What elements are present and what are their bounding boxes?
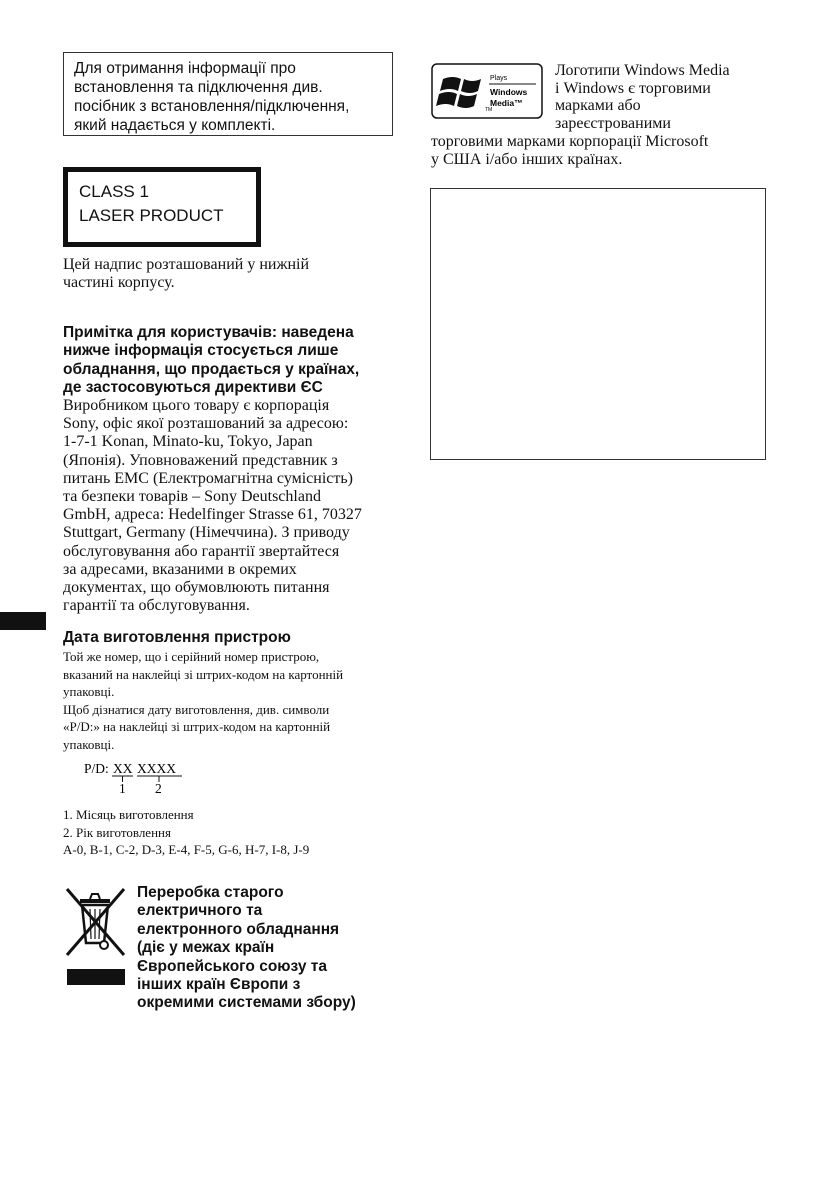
body-line: Той же номер, що і серійний номер пристрою, <box>63 649 320 664</box>
heading-line: Переробка старого <box>137 884 284 901</box>
recycling-heading <box>137 884 356 1013</box>
body-line: та безпеки товарів – Sony Deutschland <box>63 488 321 506</box>
pd-code-svg <box>84 760 194 800</box>
text-line: і Windows є торговими <box>555 79 711 97</box>
body-line: документах, що обумовлюють питання <box>63 579 330 597</box>
legend-line: 2. Рік виготовлення <box>63 824 171 840</box>
laser-caption <box>63 256 309 292</box>
heading-line: Європейського союзу та <box>137 957 327 975</box>
crossed-out-wheelie-bin-icon <box>62 885 128 987</box>
laser-product-line: LASER PRODUCT <box>79 206 224 225</box>
heading-line: окремими системами збору) <box>137 994 356 1012</box>
logo-media: Media™ <box>490 98 523 108</box>
info-line: посібник з встановлення/підключення, <box>74 98 350 115</box>
info-line: встановлення та підключення див. <box>74 79 323 96</box>
pd-year-code: XXXX <box>137 761 176 776</box>
text-line: у США і/або інших країнах. <box>431 150 623 168</box>
pd-index-2: 2 <box>155 781 162 796</box>
windows-media-text-beside-logo <box>555 62 730 132</box>
plays-windows-media-logo <box>431 63 543 119</box>
body-line: обслуговування або гарантії звертайтеся <box>63 542 340 560</box>
manufacture-date-legend <box>63 806 309 859</box>
logo-tm: TM <box>485 107 493 113</box>
body-line: вказаний на наклейці зі штрих-кодом на картонній <box>63 666 344 682</box>
heading-line: де застосовуються директиви ЄС <box>63 379 323 397</box>
empty-frame-box <box>430 188 766 460</box>
legend-line: 1. Місяць виготовлення <box>63 807 194 822</box>
text-line: марками або <box>555 97 641 115</box>
eu-note-body <box>63 397 362 615</box>
body-line: Виробником цього товару є корпорація <box>63 397 330 414</box>
body-line: упаковці. <box>63 684 115 699</box>
body-line: питань EMC (Електромагнітна сумісність) <box>63 469 353 487</box>
body-line: GmbH, адреса: Hedelfinger Strasse 61, 70327 <box>63 506 362 524</box>
windows-media-text-below-logo <box>431 133 708 168</box>
manufacture-date-heading <box>63 629 291 647</box>
heading-line: електронного обладнання <box>137 920 340 938</box>
body-line: Stuttgart, Germany (Німеччина). З приводу <box>63 524 350 542</box>
text-line: торговими марками корпорації Microsoft <box>431 133 709 150</box>
body-line: Sony, офіс якої розташований за адресою: <box>63 415 349 433</box>
body-line: Щоб дізнатися дату виготовлення, див. символи <box>63 701 330 717</box>
heading-line: Примітка для користувачів: наведена <box>63 324 354 341</box>
logo-windows: Windows <box>490 87 528 97</box>
pd-code-diagram <box>84 760 194 800</box>
info-line: Для отримання інформації про <box>74 60 296 77</box>
body-line: упаковці. <box>63 736 115 752</box>
logo-plays: Plays <box>490 75 508 82</box>
body-line: (Японія). Уповноважений представник з <box>63 451 338 469</box>
pd-index-1: 1 <box>119 781 126 796</box>
heading-line: інших країн Європи з <box>137 976 301 994</box>
text-line: Логотипи Windows Media <box>555 62 730 79</box>
body-line: за адресами, вказаними в окремих <box>63 560 297 578</box>
caption-line: частині корпусу. <box>63 274 175 292</box>
laser-class-label <box>63 167 261 247</box>
body-line: «P/D:» на наклейці зі штрих-кодом на картонній <box>63 719 331 734</box>
info-line: який надається у комплекті. <box>74 117 276 134</box>
heading-line: нижче інформація стосується лише <box>63 342 339 360</box>
info-box <box>63 52 393 136</box>
manufacture-date-body <box>63 648 343 753</box>
text-line: зареєстрованими <box>555 114 671 132</box>
pd-month-code: XX <box>113 761 133 776</box>
caption-line: Цей надпис розташований у нижній <box>63 256 310 273</box>
legend-line: A-0, B-1, C-2, D-3, E-4, F-5, G-6, H-7, I-8, J-9 <box>63 842 310 857</box>
body-line: 1-7-1 Konan, Minato-ku, Tokyo, Japan <box>63 433 313 451</box>
heading-line: (діє у межах країн <box>137 939 275 957</box>
heading-line: Дата виготовлення пристрою <box>63 629 291 646</box>
heading-line: обладнання, що продається у країнах, <box>63 360 360 378</box>
eu-note-heading <box>63 324 359 398</box>
laser-class-line: CLASS 1 <box>79 182 149 201</box>
heading-line: електричного та <box>137 902 263 920</box>
body-line: гарантії та обслуговування. <box>63 597 250 615</box>
pd-label: P/D: <box>84 761 109 776</box>
section-tab-marker <box>0 612 46 630</box>
